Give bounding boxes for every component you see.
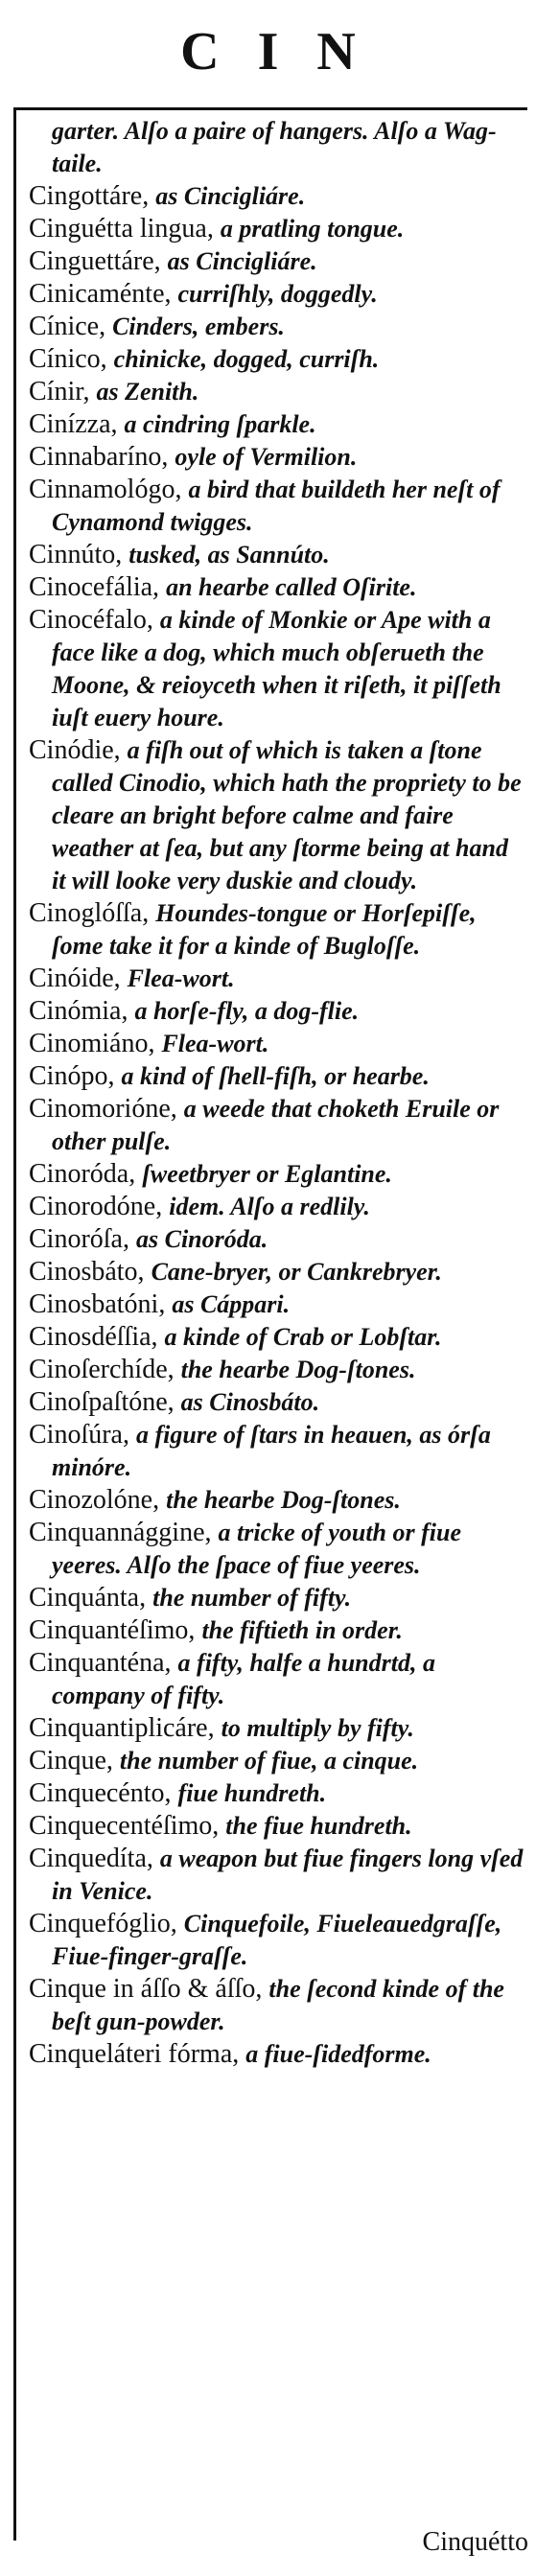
column-rule	[13, 107, 16, 2541]
entry-headword: Cinque,	[29, 1746, 120, 1775]
entry-definition: a fiſh out of which is taken a ſtone called Cinodio, which hath the propriety to be cleare an bright before calme and faire weather at ſea, but any ſtorme being at hand it will looke very duskie and cloudy.	[52, 736, 522, 894]
dictionary-entry	[29, 1647, 527, 1712]
entry-definition: a cindring ſparkle.	[124, 410, 316, 438]
dictionary-entry	[29, 1288, 527, 1321]
entry-definition: oyle of Vermilion.	[175, 443, 358, 471]
entry-headword: Cinquantéſimo,	[29, 1615, 202, 1645]
entry-headword: Cinoſúra,	[29, 1420, 136, 1450]
entry-definition: as Zenith.	[96, 378, 199, 406]
entry-definition: Flea-wort.	[127, 964, 235, 992]
dictionary-entry	[29, 278, 527, 311]
entry-headword: Cinnúto,	[29, 540, 129, 569]
dictionary-entry	[29, 343, 527, 376]
entry-headword: Cinocefália,	[29, 572, 167, 602]
entry-definition: the fiue hundreth.	[225, 1812, 412, 1840]
entry-headword: Cinódie,	[29, 735, 128, 765]
dictionary-entry	[29, 1256, 527, 1288]
dictionary-entry	[29, 995, 527, 1028]
entry-headword: Cinomorióne,	[29, 1094, 184, 1124]
entry-definition: a weapon but fiue fingers long vſed in Venice.	[52, 1845, 524, 1905]
entry-headword: Cingottáre,	[29, 181, 156, 211]
dictionary-entry	[29, 1745, 527, 1777]
entry-definition: the ſecond kinde of the beſt gun-powder.	[52, 1975, 504, 2035]
dictionary-entry	[29, 1386, 527, 1419]
entry-definition: a horſe-fly, a dog-flie.	[134, 997, 360, 1025]
entry-headword: Cínir,	[29, 377, 97, 406]
dictionary-entry	[29, 963, 527, 995]
entry-headword: Cinoróda,	[29, 1159, 143, 1189]
entry-definition: as Cinosbáto.	[180, 1388, 320, 1416]
entry-definition: as Cinoróda.	[136, 1225, 268, 1253]
entry-definition: Cane-bryer, or Cankrebryer.	[151, 1258, 442, 1286]
dictionary-entry	[29, 1093, 527, 1158]
entry-definition: garter. Alſo a paire of hangers. Alſo a Wag-taile.	[52, 117, 497, 177]
entry-definition: a fiue-ſidedforme.	[245, 2040, 431, 2068]
entry-headword: Cinosbatóni,	[29, 1289, 173, 1319]
entry-headword: Cinóide,	[29, 963, 128, 993]
entry-definition: as Cincigliáre.	[167, 247, 317, 275]
entry-definition: a bird that buildeth her neſt of Cynamond twigges.	[52, 476, 501, 536]
entry-definition: a kinde of Monkie or Ape with a face like a dog, which much obſerueth the Moone, & reioyceth when it riſeth, it piſſeth iuſt euery houre.	[52, 606, 501, 731]
entry-headword: Cinosdéſſia,	[29, 1322, 165, 1352]
dictionary-entry	[29, 1060, 527, 1093]
entry-definition: an hearbe called Oſirite.	[166, 573, 417, 601]
dictionary-entry	[29, 1517, 527, 1582]
entry-headword: Cinquantiplicáre,	[29, 1713, 221, 1743]
entry-definition: a figure of ſtars in heauen, as órſa minóre.	[52, 1421, 491, 1481]
entry-headword: Cínico,	[29, 344, 114, 374]
entry-definition: idem. Alſo a redlily.	[169, 1193, 370, 1220]
dictionary-entry	[29, 376, 527, 408]
entry-definition: a kind of ſhell-fiſh, or hearbe.	[121, 1062, 430, 1090]
catchword: Cinquétto	[422, 2527, 528, 2557]
dictionary-entry	[29, 1843, 527, 1908]
dictionary-entry	[29, 539, 527, 571]
header-rule	[13, 107, 527, 110]
entry-headword: Cinoſpaſtóne,	[29, 1387, 181, 1417]
entry-headword: Cinomiáno,	[29, 1029, 162, 1058]
entry-headword: Cinquedíta,	[29, 1844, 160, 1873]
entry-headword: Cinquanténa,	[29, 1648, 178, 1678]
dictionary-entry	[29, 1223, 527, 1256]
dictionary-entry	[29, 2038, 527, 2071]
dictionary-entry	[29, 213, 527, 245]
entry-definition: ſweetbryer or Eglantine.	[142, 1160, 392, 1188]
entry-headword: Cinízza,	[29, 409, 125, 439]
entry-definition: the number of fifty.	[152, 1584, 352, 1612]
entry-headword: Cinquecénto,	[29, 1778, 178, 1808]
entry-definition: to multiply by fifty.	[221, 1714, 414, 1742]
entry-headword: Cinquecentéſimo,	[29, 1811, 226, 1841]
entry-definition: fiue hundreth.	[177, 1779, 327, 1807]
entry-definition: as Cincigliáre.	[155, 182, 306, 210]
dictionary-entry	[29, 1712, 527, 1745]
dictionary-entry	[29, 441, 527, 474]
dictionary-entry	[29, 1810, 527, 1843]
entry-definition: Houndes-tongue or Horſepiſſe, ſome take it for a kinde of Bugloſſe.	[52, 899, 477, 960]
entry-definition: a tricke of youth or fiue yeeres. Alſo the ſpace of fiue yeeres.	[52, 1519, 462, 1579]
entry-headword: Cinoſerchíde,	[29, 1355, 181, 1384]
entry-definition: curriſhly, doggedly.	[177, 280, 378, 308]
entry-headword: Cinópo,	[29, 1061, 122, 1091]
dictionary-entry	[29, 245, 527, 278]
dictionary-entry	[29, 115, 527, 180]
dictionary-entry	[29, 897, 527, 963]
dictionary-entry	[29, 1419, 527, 1484]
entry-definition: Flea-wort.	[161, 1030, 269, 1057]
dictionary-entry	[29, 311, 527, 343]
entry-definition: the hearbe Dog-ſtones.	[166, 1486, 401, 1514]
entry-headword: Cinqueláteri fórma,	[29, 2039, 246, 2069]
dictionary-entry	[29, 408, 527, 441]
entry-headword: Cinozolóne,	[29, 1485, 167, 1515]
dictionary-entry	[29, 1191, 527, 1223]
dictionary-entry	[29, 1777, 527, 1810]
entry-headword: Cinómia,	[29, 996, 135, 1026]
dictionary-entry	[29, 1354, 527, 1386]
entry-definition: as Cáppari.	[172, 1290, 291, 1318]
entry-definition: Cinders, embers.	[112, 313, 285, 340]
dictionary-entry	[29, 1028, 527, 1060]
entry-definition: a fifty, halfe a hundrtd, a company of fifty.	[52, 1649, 435, 1709]
entry-definition: tusked, as Sannúto.	[128, 541, 330, 569]
entry-definition: a pratling tongue.	[220, 215, 405, 243]
dictionary-entry	[29, 180, 527, 213]
dictionary-entry	[29, 571, 527, 604]
dictionary-entry	[29, 474, 527, 539]
dictionary-entry	[29, 604, 527, 734]
entry-headword: Cinicaménte,	[29, 279, 178, 309]
entry-list	[29, 115, 527, 2071]
dictionary-entry	[29, 734, 527, 897]
entry-definition: Cinquefoile, Fiueleauedgraſſe, Fiue-finger-graſſe.	[52, 1910, 502, 1970]
entry-definition: the hearbe Dog-ſtones.	[180, 1356, 416, 1383]
entry-definition: a kinde of Crab or Lobſtar.	[164, 1323, 442, 1351]
dictionary-entry	[29, 1908, 527, 1973]
entry-headword: Cinguétta lingua,	[29, 214, 221, 244]
dictionary-entry	[29, 1582, 527, 1614]
entry-definition: a weede that choketh Eruile or other pulſe.	[52, 1095, 500, 1155]
entry-headword: Cinocéfalo,	[29, 605, 160, 635]
entry-headword: Cínice,	[29, 312, 113, 341]
entry-headword: Cinque in áſſo & áſſo,	[29, 1974, 269, 2004]
entry-definition: the number of fiue, a cinque.	[119, 1747, 419, 1775]
page-header: CIN	[180, 22, 394, 81]
entry-headword: Cinquefóglio,	[29, 1909, 184, 1938]
entry-headword: Cinquannággine,	[29, 1518, 219, 1547]
entry-headword: Cinnabaríno,	[29, 442, 175, 472]
entry-headword: Cinoróſa,	[29, 1224, 136, 1254]
entry-headword: Cinoglóſſa,	[29, 898, 156, 928]
dictionary-entry	[29, 1614, 527, 1647]
entry-headword: Cinguettáre,	[29, 246, 168, 276]
entry-headword: Cinosbáto,	[29, 1257, 151, 1287]
entry-definition: the fiftieth in order.	[201, 1616, 403, 1644]
dictionary-entry	[29, 1321, 527, 1354]
dictionary-entry	[29, 1484, 527, 1517]
entry-headword: Cinorodóne,	[29, 1192, 170, 1221]
entry-headword: Cinnamológo,	[29, 475, 189, 504]
entry-definition: chinicke, dogged, curriſh.	[113, 345, 380, 373]
entry-headword: Cinquánta,	[29, 1583, 153, 1613]
dictionary-entry	[29, 1158, 527, 1191]
dictionary-entry	[29, 1973, 527, 2038]
